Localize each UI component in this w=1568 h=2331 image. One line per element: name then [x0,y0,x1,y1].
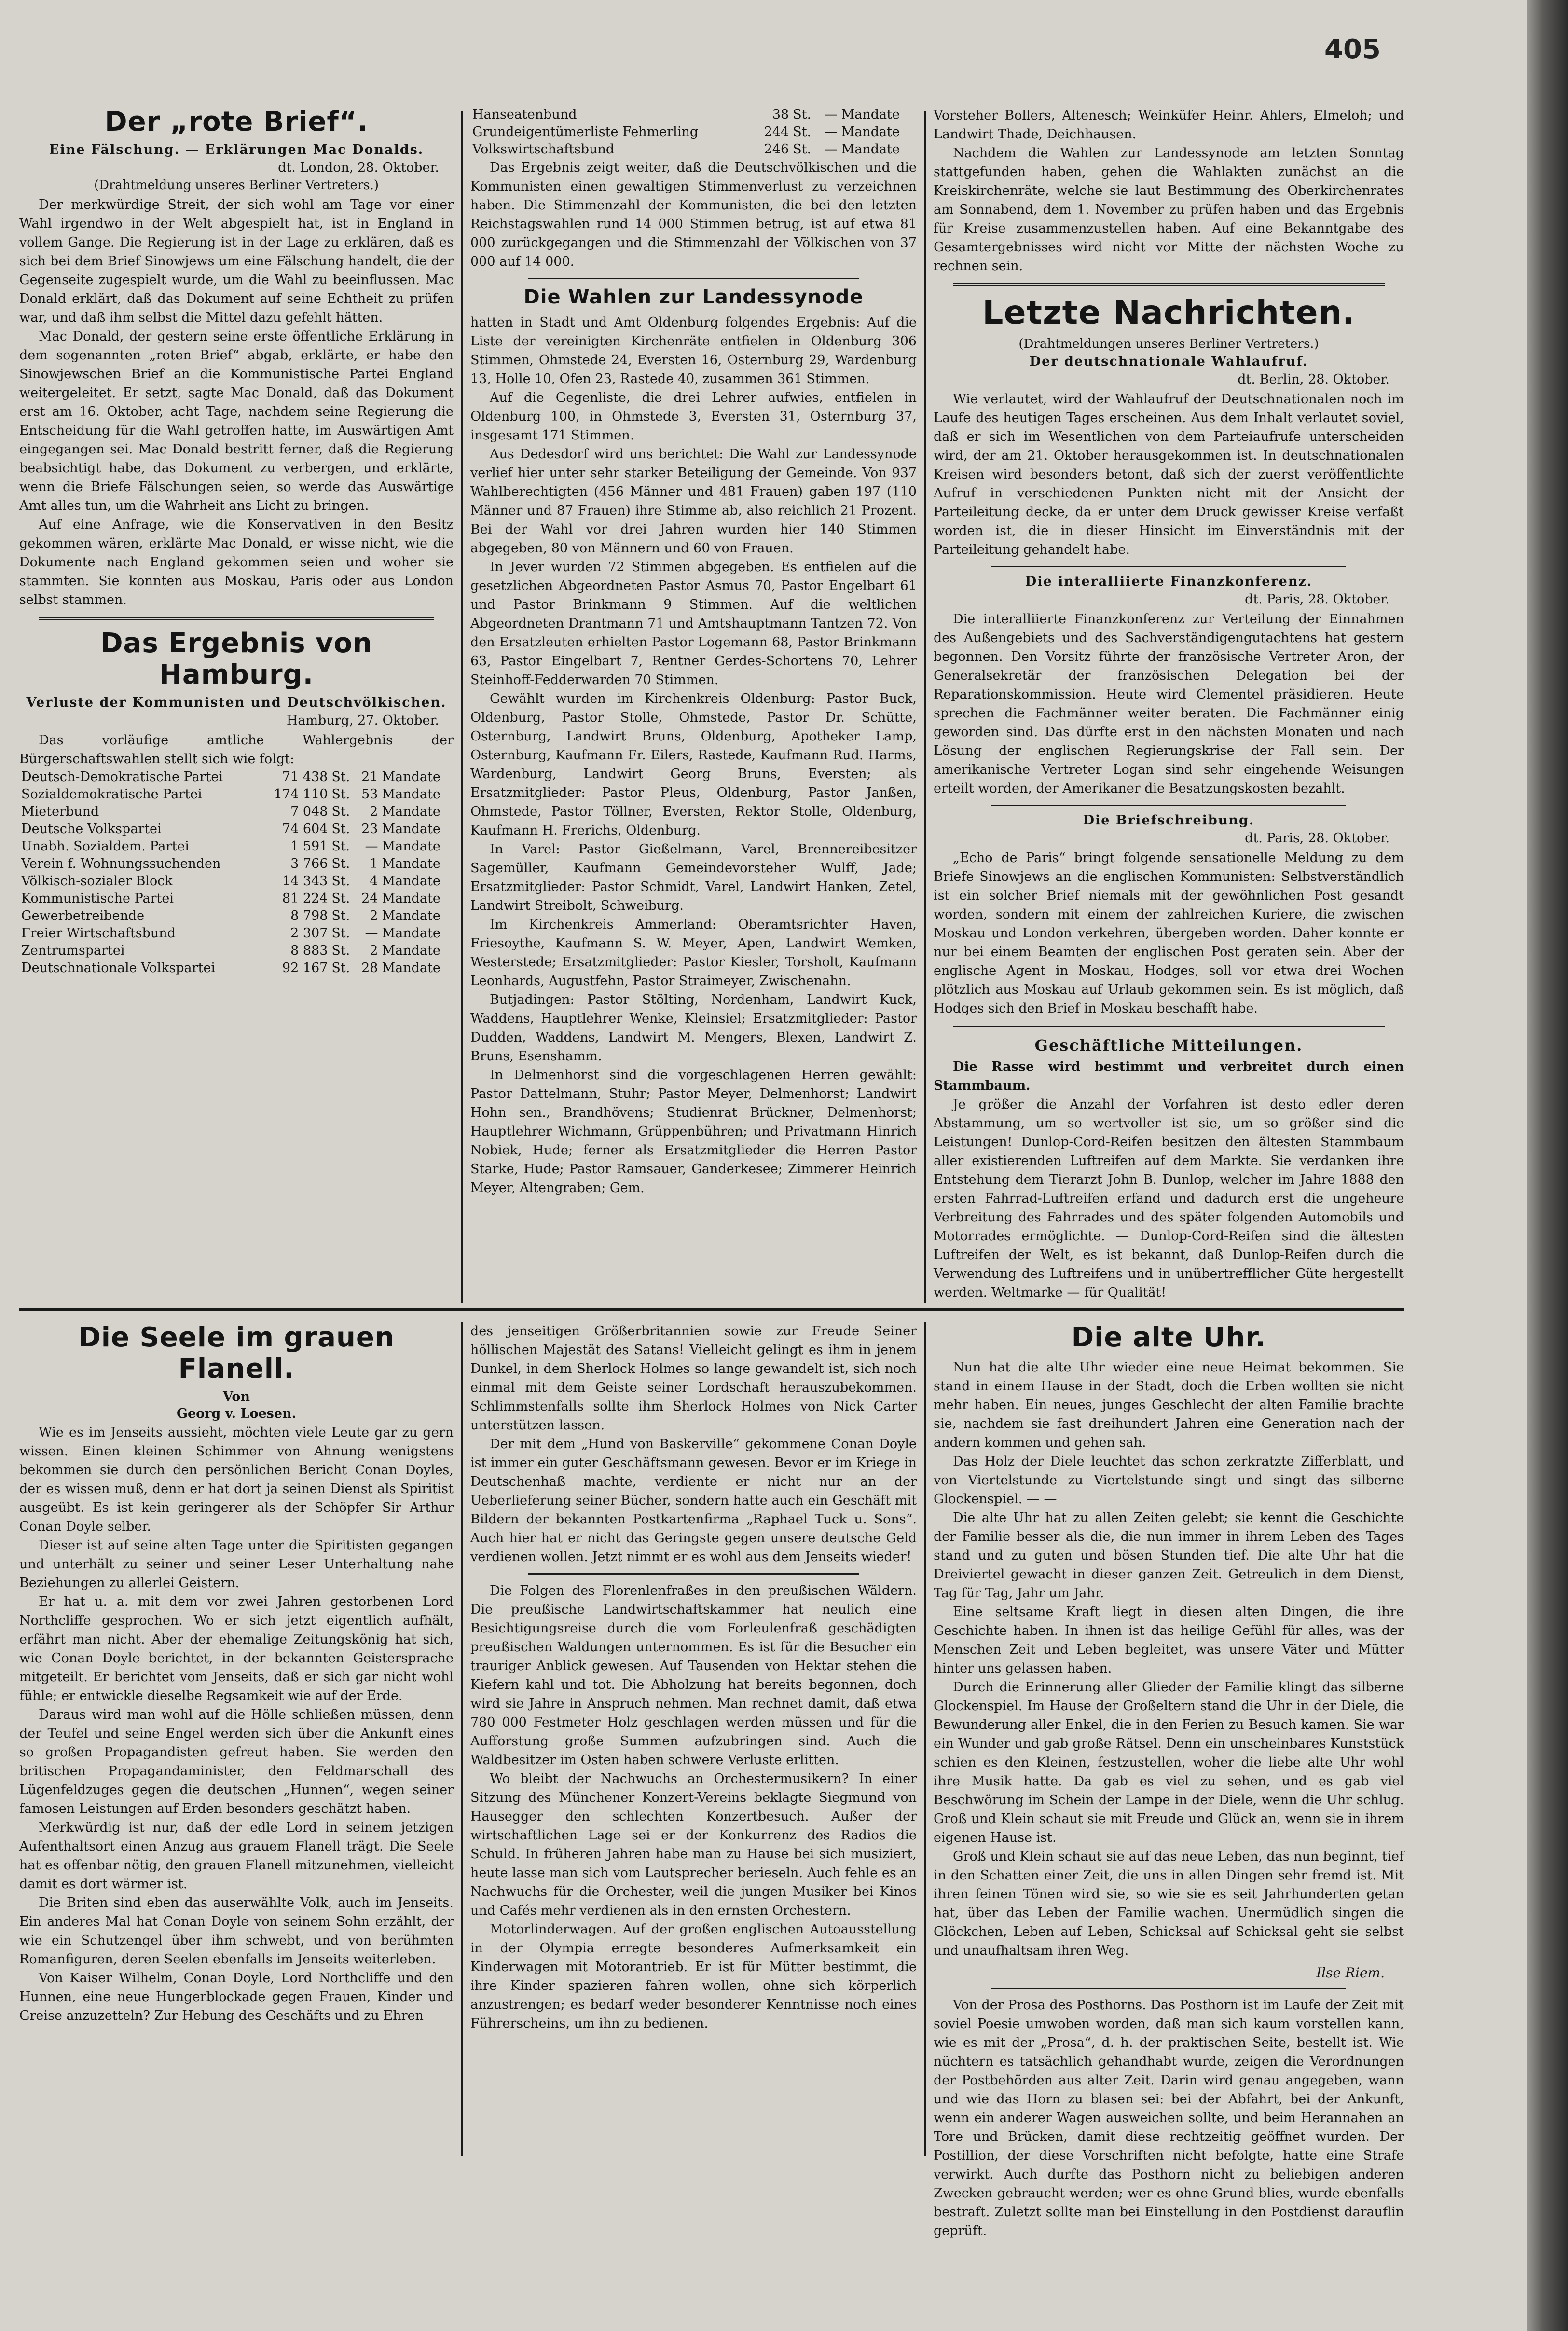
paragraph: Merkwürdig ist nur, daß der edle Lord in seinem jetzigen Aufenthaltsort einen Anzug aus grauem Flanell trägt. Die Seele hat es offenbar nötig, den grauen Flanell mitzunehmen, vielleicht damit es dort wärmer ist. [19,1820,454,1892]
dateline: dt. Paris, 28. Oktober. [1245,831,1389,846]
paragraph: Im Kirchenkreis Ammerland: Oberamtsrichter Haven, Friesoythe, Kaufmann S. W. Meyer, Apen, Landwirt Wemken, Westerstede; Ersatzmitglieder: Pastor Kiesler, Torsholt, Kaufmann Leonhards, Augustfehn, Pastor Straimeyer, Zwischenahn. [470,917,917,988]
cell-party: Zentrumspartei [21,943,125,958]
separator [991,805,1346,806]
column-rule [924,1322,926,2156]
paragraph: In Jever wurden 72 Stimmen abgegeben. Es entfielen auf die gesetzlichen Abgeordneten Pastor Asmus 70, Pastor Engelbart 61 und Pastor Brinkmann 9 Stimmen. Auf die weltlichen Abgeordneten Drantmann 71 und Amtshauptmann Tantzen 72. Von den Ersatzleuten erhielten Pastor Logemann 68, Pastor Brinkmann 63, Pastor Eingelbart 7, Rentner Gerdes-Schortens 70, Lehrer Steinhoff-Fedderwarden 70 Stimmen. [470,560,917,687]
column-1-top [19,106,454,1303]
cell-unit-votes: St. [331,943,350,958]
article-subtitle: Eine Fälschung. — Erklärungen Mac Donalds. [49,142,424,157]
paragraph: Auf eine Anfrage, wie die Konservativen in den Besitz gekommen wären, erklärte Mac Donald, er wisse nicht, wie die Dokumente nach England gekommen seien und woher sie stammten. Sie konnten aus Moskau, Paris oder aus London selbst stammen. [19,517,454,607]
cell-votes: 8 883 [290,943,328,958]
section-rule [19,1308,1404,1311]
results-row [19,855,454,873]
cell-votes: 246 [764,142,789,157]
cell-unit-seats: Mandate [382,926,440,941]
cell-unit-votes: St. [331,787,350,802]
column-2-bottom [470,1322,917,2156]
results-row [19,960,454,977]
cell-seats: — [824,142,838,157]
cell-votes: 1 591 [290,839,328,854]
cell-unit-votes: St. [331,874,350,889]
results-row [19,838,454,855]
paragraph: hatten in Stadt und Amt Oldenburg folgendes Ergebnis: Auf die Liste der vereinigten Kirchenräte entfielen in Oldenburg 306 Stimmen, Ohmstede 24, Eversten 16, Osternburg 29, Wardenburg 13, Holle 10, Ofen 23, Rastede 40, zusammen 361 Stimmen. [470,315,917,386]
column-rule [924,111,926,1303]
cell-unit-votes: St. [331,926,350,941]
cell-seats: 24 [361,891,378,906]
cell-unit-seats: Mandate [382,856,440,871]
cell-unit-seats: Mandate [382,960,440,975]
cell-unit-votes: St. [793,142,812,157]
paragraph: Die Rasse wird bestimmt und verbreitet durch einen Stammbaum. [934,1059,1404,1093]
cell-unit-votes: St. [331,891,350,906]
paragraph: Eine seltsame Kraft liegt in diesen alten Dingen, die ihre Geschichte haben. In ihnen ist das heilige Gefühl für alles, was der Menschen Zeit und Leben begleitet, was unsere Väter und Mütter hinter uns gelassen haben. [934,1604,1404,1676]
paragraph: Die alte Uhr hat zu allen Zeiten gelebt; sie kennt die Geschichte der Familie besser als die, die nun immer in ihrem Leben des Tages stand und zu guten und bösen Stunden tief. Die alte Uhr hat die Dreiviertel gewacht in dieser ganzen Zeit. Getreulich in dem Dienst, Tag für Tag, Jahr um Jahr. [934,1510,1404,1601]
column-rule [461,1322,463,2156]
cell-unit-votes: St. [331,960,350,975]
cell-unit-seats: Mandate [841,124,900,139]
author-signature: Ilse Riem. [1316,1965,1385,1981]
cell-seats: 28 [361,960,378,975]
cell-party: Verein f. Wohnungssuchenden [21,856,221,871]
cell-votes: 14 343 [282,874,328,889]
cell-votes: 71 438 [282,769,328,784]
cell-party: Deutsch-Demokratische Partei [21,769,223,784]
cell-party: Sozialdemokratische Partei [21,787,202,802]
paragraph: Nun hat die alte Uhr wieder eine neue Heimat bekommen. Sie stand in einem Hause in der Stadt, doch die Erben wollten sie nicht mehr haben. Ein neues, junges Geschlecht der alten Familie brachte sie, nachdem sie fast dreihundert Jahren eine Generation nach der andern kommen und gehen sah. [934,1360,1404,1450]
paragraph: Auf die Gegenliste, die drei Lehrer aufwies, entfielen in Oldenburg 100, in Ohmstede 3, Eversten 31, Osternburg 37, insgesamt 171 Stimmen. [470,390,917,443]
column-rule [461,111,463,1303]
cell-unit-votes: St. [331,804,350,819]
cell-votes: 7 048 [290,804,328,819]
cell-votes: 74 604 [282,822,328,836]
column-1-bottom [19,1322,454,2156]
results-row [19,925,454,942]
paragraph: „Echo de Paris“ bringt folgende sensationelle Meldung zu dem Briefe Sinowjews an die englischen Kommunisten: Selbstverständlich ist ein solcher Brief niemals mit der gewöhnlichen Post gesandt worden, sondern mit einem der zahlreichen Kuriere, die zwischen Moskau und London verkehren, übergeben worden. Daher konnte er nur bei einem Beamten der englischen Post geraten sein. Aber der englische Agent in Moskau, Hodges, soll vor etwa drei Wochen plötzlich aus Moskau auf Urlaub gekommen sein. Es ist möglich, daß Hodges sich den Brief in Moskau beschafft habe. [934,850,1404,1016]
cell-votes: 81 224 [282,891,328,906]
cell-votes: 244 [764,124,789,139]
cell-seats: — [824,124,838,139]
article-title: Letzte Nachrichten. [982,294,1355,332]
results-row [19,786,454,803]
dateline: dt. Berlin, 28. Oktober. [1238,372,1389,387]
cell-seats: — [365,839,378,854]
cell-seats: — [365,926,378,941]
news-heading: Der deutschnationale Wahlaufruf. [1029,354,1308,369]
cell-votes: 8 798 [290,908,328,923]
cell-unit-votes: St. [331,769,350,784]
separator [991,1988,1346,1989]
results-row [19,803,454,821]
results-row [19,942,454,960]
results-row [470,141,917,158]
separator [953,283,1385,286]
cell-party: Gewerbetreibende [21,908,145,923]
news-heading: Die interalliierte Finanzkonferenz. [1025,574,1313,589]
cell-seats: 21 [361,769,378,784]
cell-party: Kommunistische Partei [21,891,174,906]
separator [39,617,434,620]
cell-seats: 4 [370,874,378,889]
paragraph: Wo bleibt der Nachwuchs an Orchestermusikern? In einer Sitzung des Münchener Konzert-Vereins beklagte Siegmund von Hausegger den schlechten Konzertbesuch. Außer der wirtschaftlichen Lage sei er der Konkurrenz des Radios die Schuld. In früheren Jahren habe man zu Hause bei sich musiziert, heute lasse man sich vom Lautsprecher berieseln. Auch fehle es an Nachwuchs für die Orchester, weil die jungen Musiker bei Kinos und Cafés mehr verdienen als in den ernsten Orchestern. [470,1771,917,1918]
cell-unit-seats: Mandate [382,891,440,906]
cell-seats: — [824,107,838,122]
paragraph: des jenseitigen Größerbritannien sowie zur Freude Seiner höllischen Majestät des Satans! Vielleicht gelingt es ihm in jenem Dunkel, in dem Sherlock Holmes so lange gewandelt ist, sich noch einmal mit dem Geiste seiner Lordschaft herauszubekommen. Schlimmstenfalls sollte ihm Sherlock Holmes von Nick Carter unterstützen lassen. [470,1324,917,1433]
results-table-continued [470,106,917,158]
column-3-top [934,106,1404,1303]
paragraph: In Varel: Pastor Gießelmann, Varel, Brennereibesitzer Sagemüller, Kaufmann Gemeindevorsteher Wulff, Jade; Ersatzmitglieder: Pastor Schmidt, Varel, Landwirt Hanken, Zetel, Landwirt Streibolt, Schweiburg. [470,842,917,913]
paragraph: Das vorläufige amtliche Wahlergebnis der Bürgerschaftswahlen stellt sich wie folgt: [19,733,454,767]
paragraph: Wie verlautet, wird der Wahlaufruf der Deutschnationalen noch im Laufe des heutigen Tages erscheinen. Aus dem Inhalt verlautet soviel, daß er sich im Wesentlichen von dem Parteiaufrufe unterscheiden wird, der am 21. Oktober herausgekommen ist. In deutschnationalen Kreisen wird besonders betont, daß sich der zuerst veröffentlichte Aufruf in verschiedenen Punkten nicht mit der Ansicht der Parteileitung decke, da er unter dem Druck gewisser Kreise verfaßt worden ist, die in dieser Hinsicht im Einverständnis mit der Parteileitung gehandelt habe. [934,392,1404,557]
cell-unit-seats: Mandate [382,787,440,802]
results-row [19,890,454,907]
paragraph: Je größer die Anzahl der Vorfahren ist desto edler deren Abstammung, um so wertvoller ist sie, um so größer sind die Leistungen! Dunlop-Cord-Reifen besitzen den ältesten Stammbaum aller existierenden Luftreifen auf dem Markte. Sie verdanken ihre Entstehung dem Tierarzt John B. Dunlop, welcher im Jahre 1888 den ersten Fahrrad-Luftreifen erfand und dadurch erst die ungeheure Verbreitung des Fahrrades und des später folgenden Automobils und Motorrades ermöglichte. — Dunlop-Cord-Reifen sind die ältesten Luftreifen der Welt, es ist bekannt, daß Dunlop-Reifen durch die Verwendung des Luftreifens und in unübertrefflicher Güte hergestellt werden. Weltmarke — für Qualität! [934,1097,1404,1300]
paragraph: Butjadingen: Pastor Stölting, Nordenham, Landwirt Kuck, Waddens, Hauptlehrer Wenke, Kleinsiel; Ersatzmitglieder: Pastor Dudden, Waddens, Landwirt M. Mengers, Blexen, Landwirt Z. Bruns, Esenshamm. [470,992,917,1064]
cell-unit-votes: St. [331,908,350,923]
cell-unit-seats: Mandate [841,142,900,157]
section-heading: Geschäftliche Mitteilungen. [1034,1036,1303,1055]
cell-seats: 1 [370,856,378,871]
paragraph: Dieser ist auf seine alten Tage unter die Spiritisten gegangen und unterhält zu seiner und seiner Leser Unterhaltung nahe Beziehungen zu allerlei Geistern. [19,1538,454,1591]
paragraph: Das Holz der Diele leuchtet das schon zerkratzte Zifferblatt, und von Viertelstunde zu Viertelstunde singt und singt das silberne Glockenspiel. — — [934,1454,1404,1507]
cell-votes: 3 766 [290,856,328,871]
paragraph: Die interalliierte Finanzkonferenz zur Verteilung der Einnahmen des Außengebiets und des Sachverständigengutachtens hat gestern begonnen. Den Vorsitz führte der französische Vertreter Aron, der Generalsekretär der französischen Delegation bei der Reparationskommission. Heute wird Clementel präsidieren. Heute sprechen die Fachmänner weiter beraten. Die Fachmänner einig geworden sind. Das dürfte erst in den nächsten Monaten und nach Lösung der englischen Regierungskrise der Fall sein. Der amerikanische Vertreter Logan sind sehr eingehende Weisungen erteilt worden, der Amerikaner die Besatzungskosten bezahlt. [934,612,1404,796]
paragraph: Daraus wird man wohl auf die Hölle schließen müssen, denn der Teufel und seine Engel werden sich über die Ankunft eines so großen Propagandisten gefreut haben. Sie werden den britischen Propagandaminister, den Feldmarschall des Lügenfeldzuges gegen die deutschen „Hunnen“, wegen seiner famosen Leistungen auf Erden besonders geschätzt haben. [19,1707,454,1816]
cell-unit-seats: Mandate [382,804,440,819]
paragraph: Das Ergebnis zeigt weiter, daß die Deutschvölkischen und die Kommunisten einen gewaltigen Stimmenverlust zu verzeichnen haben. Die Stimmenzahl der Kommunisten, die bei den letzten Reichstagswahlen rund 14 000 Stimmen betrug, ist auf etwa 81 000 zurückgegangen und die Stimmenzahl der Völkischen von 37 000 auf 14 000. [470,160,917,269]
cell-unit-seats: Mandate [841,107,900,122]
separator [528,1573,859,1575]
cell-party: Mieterbund [21,804,99,819]
results-row [19,873,454,890]
cell-unit-votes: St. [331,839,350,854]
cell-party: Hanseatenbund [472,107,577,122]
cell-unit-seats: Mandate [382,769,440,784]
cell-party: Grundeigentümerliste Fehmerling [472,124,699,139]
paragraph: Wie es im Jenseits aussieht, möchten viele Leute gar zu gern wissen. Einen kleinen Schimmer von Ahnung wenigstens bekommen sie durch den persönlichen Bericht Conan Doyles, der es wissen muß, denn er hat dort ja seinen Dienst als Spiritist ausgeübt. Es ist kein geringerer als der Schöpfer Sir Arthur Conan Doyle selber. [19,1425,454,1534]
cell-party: Freier Wirtschaftsbund [21,926,176,941]
results-table [19,768,454,977]
paragraph: Mac Donald, der gestern seine erste öffentliche Erklärung in dem sogenannten „roten Brief“ abgab, erklärte, er habe den Sinowjewschen Brief an die Kommunistische Partei England weitergeleitet. Er setzt, sagte Mac Donald, daß das Dokument erst am 16. Oktober, acht Tage, nachdem seine Regierung die Entscheidung für die Wahl getroffen hatte, im Auswärtigen Amt eingegangen sei. Mac Donald bestritt ferner, daß die Regierung beabsichtigt habe, das Dokument zu verbergen, und erklärte, wenn die Briefe Fälschungen seien, so werde das Auswärtige Amt alles tun, um die Wahrheit ans Licht zu bringen. [19,329,454,513]
cell-seats: 23 [361,822,378,836]
cell-party: Deutschnationale Volkspartei [21,960,216,975]
paragraph: Der mit dem „Hund von Baskerville“ gekommene Conan Doyle ist immer ein guter Geschäftsmann gewesen. Bevor er im Kriege in Deutschenhaß machte, verdiente er nicht nur an der Ueberlieferung seiner Bücher, sondern hatte auch ein Geschäft mit Bildern der bekannten Postkartenfirma „Raphael Tuck u. Sons“. Auch hier hat er nicht das Geringste gegen unsere deutsche Geld verdienen wollen. Jetzt nimmt er es wohl aus dem Jenseits wieder! [470,1437,917,1564]
article-title: Der „rote Brief“. [105,106,368,137]
author-name: Georg v. Loesen. [176,1406,297,1421]
paragraph: Vorsteher Bollers, Altenesch; Weinküfer Heinr. Ahlers, Elmeloh; und Landwirt Thade, Deichhausen. [934,108,1404,142]
separator [953,1026,1385,1028]
cell-party: Volkswirtschaftsbund [472,142,615,157]
paragraph: Gewählt wurden im Kirchenkreis Oldenburg: Pastor Buck, Oldenburg, Pastor Stolle, Ohmstede, Pastor Dr. Schütte, Osternburg, Landwirt Bruns, Oldenburg, Apotheker Lamp, Osternburg, Kaufmann Fr. Eilers, Rastede, Kaufmann Rud. Harms, Wardenburg, Landwirt Georg Bruns, Eversten; als Ersatzmitglieder: Pastor Pleus, Oldenburg, Pastor Janßen, Ohmstede, Pastor Töllner, Eversten, Rektor Stolle, Oldenburg, Kaufmann H. Frerichs, Oldenburg. [470,691,917,838]
cell-votes: 174 110 [274,787,328,802]
paragraph: Die Briten sind eben das auserwählte Volk, auch im Jenseits. Ein anderes Mal hat Conan Doyle von seinem Sohn erzählt, der wie ein Schutzengel über ihm schwebt, und von berühmten Romanfiguren, deren Seelen ebenfalls im Jenseits weiterleben. [19,1895,454,1967]
cell-unit-seats: Mandate [382,943,440,958]
binding-edge [1527,0,1568,2331]
paragraph: In Delmenhorst sind die vorgeschlagenen Herren gewählt: Pastor Dattelmann, Stuhr; Pastor Meyer, Delmenhorst; Landwirt Hohn sen., Brandhövens; Studienrat Brückner, Delmenhorst; Hauptlehrer Wichmann, Grüppenbühren; und Privatmann Hinrich Nobiek, Hude; ferner als Ersatzmitglieder die Herren Pastor Starke, Hude; Pastor Ramsauer, Ganderkesee; Zimmerer Heinrich Meyer, Altengraben; Gem. [470,1068,917,1195]
results-row [470,123,917,141]
article-title: Die Wahlen zur Landessynode [523,286,864,308]
article-subtitle: Verluste der Kommunisten und Deutschvölkischen. [26,695,447,710]
paragraph: Die Folgen des Florenlenfraßes in den preußischen Wäldern. Die preußische Landwirtschaftskammer hat neulich eine Besichtigungsreise durch die vom Forleulenfraß geschädigten preußischen Waldungen unternommen. Es ist für die Besucher ein trauriger Anblick gewesen. Auf Tausenden von Hektar stehen die Kiefern kahl und tot. Die Abholzung hat bereits begonnen, doch wird sie Jahre in Anspruch nehmen. Man rechnet damit, daß etwa 780 000 Festmeter Holz geschlagen werden müssen und für die Aufforstung große Summen aufzubringen sind. Auch die Waldbesitzer im Osten haben schwere Verluste erlitten. [470,1583,917,1768]
cell-votes: 92 167 [282,960,328,975]
cell-unit-seats: Mandate [382,822,440,836]
page-number: 405 [1324,34,1381,65]
paragraph: Motorlinderwagen. Auf der großen englischen Autoausstellung in der Olympia erregte besonderes Aufmerksamkeit ein Kinderwagen mit Motorantrieb. Er ist für Mütter bestimmt, die ihre Kinder spazieren fahren wollen, ohne sich körperlich anzustrengen; es bedarf weder besonderer Kenntnisse noch eines Führerscheins, um ihn zu bedienen. [470,1922,917,2031]
cell-seats: 2 [370,943,378,958]
cell-unit-votes: St. [331,822,350,836]
results-row [19,768,454,786]
paragraph: Von Kaiser Wilhelm, Conan Doyle, Lord Northcliffe und den Hunnen, eine neue Hungerblockade gegen Frauen, Kinder und Greise anzuzetteln? Zur Hebung des Geschäfts und zu Ehren [19,1971,454,2023]
paragraph: Von der Prosa des Posthorns. Das Posthorn ist im Laufe der Zeit mit soviel Poesie umwoben worden, daß man sich kaum vorstellen kann, wie es mit der „Prosa“, d. h. der praktischen Seite, bestellt ist. Wie nüchtern es tatsächlich gehandhabt wurde, zeigen die Verordnungen der Postbehörden aus alter Zeit. Darin wird genau angegeben, wann und wie das Horn zu blasen sei: bei der Abfahrt, bei der Ankunft, wenn ein anderer Wagen ausweichen sollte, und beim Herannahen an Tore und Brücken, damit diese rechtzeitig geöffnet wurden. Der Postillion, der diese Vorschriften nicht befolgte, hatte eine Strafe verwirkt. Auch durfte das Posthorn nicht zu beliebigen anderen Zwecken gebraucht werden; wer es ohne Grund blies, wurde ebenfalls bestraft. Zuletzt sollte man bei Einstellung in den Postdienst darauflin geprüft. [934,1998,1404,2238]
cell-unit-seats: Mandate [382,874,440,889]
dateline: dt. London, 28. Oktober. [278,160,439,175]
results-row [19,907,454,925]
cell-votes: 2 307 [290,926,328,941]
cell-seats: 2 [370,908,378,923]
cell-unit-votes: St. [793,124,812,139]
dateline: Hamburg, 27. Oktober. [286,713,439,728]
paragraph: Durch die Erinnerung aller Glieder der Familie klingt das silberne Glockenspiel. Im Hause der Großeltern stand die Uhr in der Diele, die Bewunderung aller Enkel, die in den Ferien zu Besuch kamen. Sie war ein Wunder und gab große Rätsel. Denn ein unscheinbares Kunststück schien es den Kleinen, festzustellen, woher die liebe alte Uhr wohl ihre Musik hatte. Da gab es viel zu sehen, und es gab viel Beschwörung im Schein der Lampe in der Diele, wenn die Uhr schlug. Groß und Klein schaut sie mit Freude und Glück an, wenn sie in ihrem eigenen Hause ist. [934,1680,1404,1845]
source-note: (Drahtmeldung unseres Berliner Vertreters.) [94,178,379,192]
results-row [19,821,454,838]
paragraph: Er hat u. a. mit dem vor zwei Jahren gestorbenen Lord Northcliffe gesprochen. Wo er sich jetzt eigentlich aufhält, erfährt man nicht. Aber der ehemalige Zeitungskönig hat sich, wie Conan Doyle berichtet, in der bekannten Geistersprache mitgeteilt. Er berichtet vom Jenseits, daß er sich gar nicht wohl fühle; er entwickle dieselbe Regsamkeit wie auf der Erde. [19,1594,454,1703]
separator [991,566,1346,567]
cell-unit-votes: St. [331,856,350,871]
cell-unit-seats: Mandate [382,908,440,923]
paragraph: Groß und Klein schaut sie auf das neue Leben, das nun beginnt, tief in den Schatten einer Zeit, die uns in allen Dingen sehr fremd ist. Mit ihren feinen Tönen wird sie, so wie sie es seit Jahrhunderten getan hat, über das Leben der Familie wachen. Unermüdlich singen die Glöckchen, Leben auf Leben, Schicksal auf Schicksal geht sie selbst und unaufhaltsam ihren Weg. [934,1849,1404,1958]
cell-party: Unabh. Sozialdem. Partei [21,839,189,854]
cell-votes: 38 [772,107,789,122]
author-prefix: Von [222,1389,250,1404]
cell-party: Deutsche Volkspartei [21,822,162,836]
dateline: dt. Paris, 28. Oktober. [1245,592,1389,607]
separator [528,278,859,279]
paragraph: Nachdem die Wahlen zur Landessynode am letzten Sonntag stattgefunden haben, gehen die Wahlakten zunächst an die Kreiskirchenräte, welche sie laut Bestimmung des Oberkirchenrates am Sonnabend, dem 1. November zu prüfen haben und das Ergebnis für Kreise zusammenzustellen haben. Auf eine Bekanntgabe des Gesamtergebnisses wird nicht vor Mitte der nächsten Woche zu rechnen sein. [934,146,1404,274]
article-title: Die alte Uhr. [1071,1322,1266,1353]
article-title: Das Ergebnis von Hamburg. [100,628,372,690]
cell-seats: 53 [361,787,378,802]
paragraph: Aus Dedesdorf wird uns berichtet: Die Wahl zur Landessynode verlief hier unter sehr starker Beteiligung der Gemeinde. Von 937 Wahlberechtigten (456 Männer und 481 Frauen) gaben 197 (110 Männer und 87 Frauen) ihre Stimme ab, also reichlich 21 Prozent. Bei der Wahl vor drei Jahren wurden hier 140 Stimmen abgegeben, 80 von Männern und 60 von Frauen. [470,447,917,556]
cell-seats: 2 [370,804,378,819]
paragraph: Der merkwürdige Streit, der sich wohl am Tage vor einer Wahl irgendwo in der Welt abgespielt hat, ist in England in vollem Gange. Die Regierung ist in der Lage zu erklären, daß es sich bei dem Brief Sinowjews um eine Fälschung handelt, die der Gegenseite zugespielt wurde, um die Wahl zu beeinflussen. Mac Donald erklärt, daß das Dokument auf seine Echtheit zu prüfen war, und daß ihm selbst die Mittel dazu gefehlt hätten. [19,197,454,325]
column-3-bottom [934,1322,1404,2238]
news-heading: Die Briefschreibung. [1083,813,1255,828]
cell-unit-seats: Mandate [382,839,440,854]
source-note: (Drahtmeldungen unseres Berliner Vertreters.) [1018,337,1319,351]
cell-unit-votes: St. [793,107,812,122]
results-row [470,106,917,123]
cell-party: Völkisch-sozialer Block [21,874,173,889]
column-2-top [470,106,917,1303]
article-title: Die Seele im grauen Flanell. [78,1322,395,1385]
